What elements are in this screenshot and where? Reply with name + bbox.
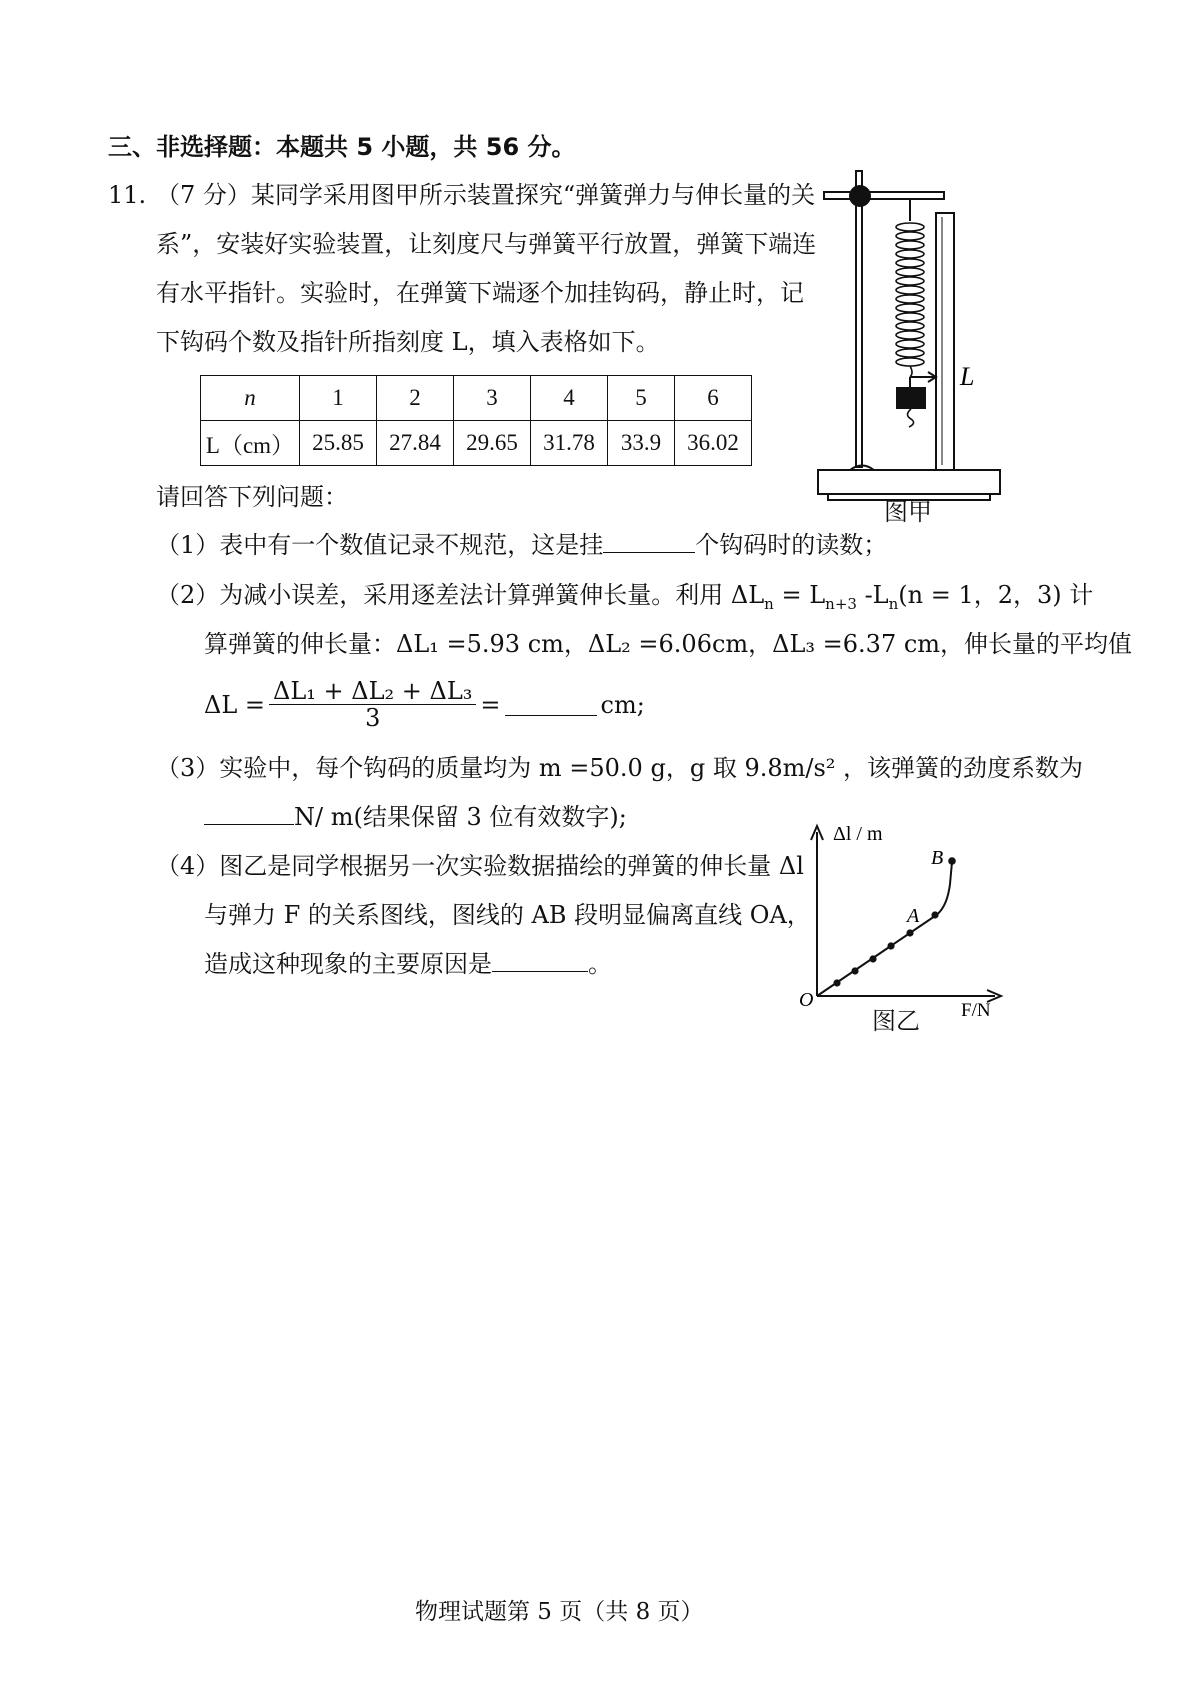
part-3-line-1: （3）实验中，每个钩码的质量均为 m =50.0 g，g 取 9.8m/s² ，该弹簧的劲度系数为: [156, 754, 1084, 782]
part-2-line-1: [156, 580, 1093, 619]
stand-base: [818, 470, 1000, 494]
section-heading: 三、非选择题：本题共 5 小题，共 56 分。: [108, 133, 576, 161]
figure-yi-caption: 图乙: [872, 1007, 920, 1035]
hook-weight: [896, 387, 926, 409]
table-cell: 5: [608, 376, 675, 421]
part-4-line-2: 与弹力 F 的关系图线，图线的 AB 段明显偏离直线 OA，: [204, 901, 811, 929]
origin-label: O: [799, 989, 814, 1011]
part-4-text-end: 。: [588, 950, 612, 978]
table-cell: 29.65: [454, 421, 531, 466]
part-4-line-3: [204, 949, 612, 979]
curve-OAB: [817, 862, 952, 996]
figure-jia-apparatus: [810, 165, 1010, 535]
part-3-text: N/ m(结果保留 3 位有效数字);: [294, 803, 627, 831]
ruler: [936, 213, 954, 470]
clamp-knob: [849, 185, 871, 207]
label-L: L: [960, 362, 975, 391]
part-2-line-2: 算弹簧的伸长量：ΔL₁ =5.93 cm，ΔL₂ =6.06cm，ΔL₃ =6.37 cm，伸长量的平均值: [204, 630, 1133, 658]
formula-lhs: ΔL =: [204, 690, 266, 719]
part-1: [156, 530, 887, 560]
table-cell: 4: [531, 376, 608, 421]
part-4-line-1: （4）图乙是同学根据另一次实验数据描绘的弹簧的伸长量 Δl: [156, 852, 804, 880]
formula-equals: =: [480, 690, 501, 719]
table-header-n: n: [201, 376, 300, 421]
formula-numerator: ΔL₁ + ΔL₂ + ΔL₃: [269, 678, 476, 705]
table-header-L: L（cm）: [201, 421, 300, 466]
table-cell: 36.02: [675, 421, 752, 466]
stand-arm: [824, 192, 944, 199]
part-2-text: -L: [856, 581, 889, 609]
y-axis-label: Δl / m: [833, 823, 883, 845]
intro-line-2: 系”，安装好实验装置，让刻度尺与弹簧平行放置，弹簧下端连: [156, 230, 817, 258]
spring: [896, 223, 924, 366]
page-footer: 物理试题第 5 页（共 8 页）: [415, 1599, 704, 1625]
subscript: n: [764, 594, 774, 613]
table-cell: 6: [675, 376, 752, 421]
table-cell: 3: [454, 376, 531, 421]
stand-pole: [856, 171, 862, 467]
answer-blank-3[interactable]: [204, 802, 294, 825]
table-cell: 2: [377, 376, 454, 421]
formula-unit: cm;: [600, 690, 645, 719]
subscript: n: [888, 594, 899, 613]
figure-yi-graph: [795, 818, 1010, 1023]
data-points: [833, 857, 955, 986]
question-number: 11.: [108, 181, 147, 209]
average-formula: [204, 678, 645, 731]
table-cell: 25.85: [300, 421, 377, 466]
data-table: [200, 375, 752, 466]
answer-blank-4[interactable]: [492, 949, 588, 972]
table-cell: 31.78: [531, 421, 608, 466]
intro-line-3: 有水平指针。实验时，在弹簧下端逐个加挂钩码，静止时，记: [156, 279, 804, 307]
table-row: [201, 376, 752, 421]
table-cell: 1: [300, 376, 377, 421]
point-B-label: B: [931, 847, 944, 869]
formula-fraction: [269, 678, 476, 731]
part-1-text-end: 个钩码时的读数；: [695, 531, 888, 559]
part-2-text: (n = 1，2，3) 计: [898, 581, 1094, 609]
table-cell: 27.84: [377, 421, 454, 466]
table-cell: 33.9: [608, 421, 675, 466]
point-A-label: A: [907, 905, 920, 927]
subscript: n+3: [825, 594, 857, 613]
table-row: [201, 421, 752, 466]
part-4-text: 造成这种现象的主要原因是: [204, 950, 492, 978]
figure-jia-caption: 图甲: [884, 498, 932, 526]
x-axis-label: F/N: [961, 1000, 991, 1021]
part-2-text: = L: [773, 581, 826, 609]
part-1-text: （1）表中有一个数值记录不规范，这是挂: [156, 531, 604, 559]
intro-line-4: 下钩码个数及指针所指刻度 L，填入表格如下。: [156, 328, 660, 356]
formula-denominator: 3: [365, 704, 381, 732]
answer-blank-1[interactable]: [603, 530, 695, 553]
part-2-text: （2）为减小误差，采用逐差法计算弹簧伸长量。利用 ΔL: [156, 581, 765, 609]
questions-prompt: 请回答下列问题：: [156, 483, 348, 511]
answer-blank-2[interactable]: [505, 693, 597, 716]
intro-line-1: （7 分）某同学采用图甲所示装置探究“弹簧弹力与伸长量的关: [156, 181, 816, 209]
part-3-line-2: [204, 802, 627, 832]
